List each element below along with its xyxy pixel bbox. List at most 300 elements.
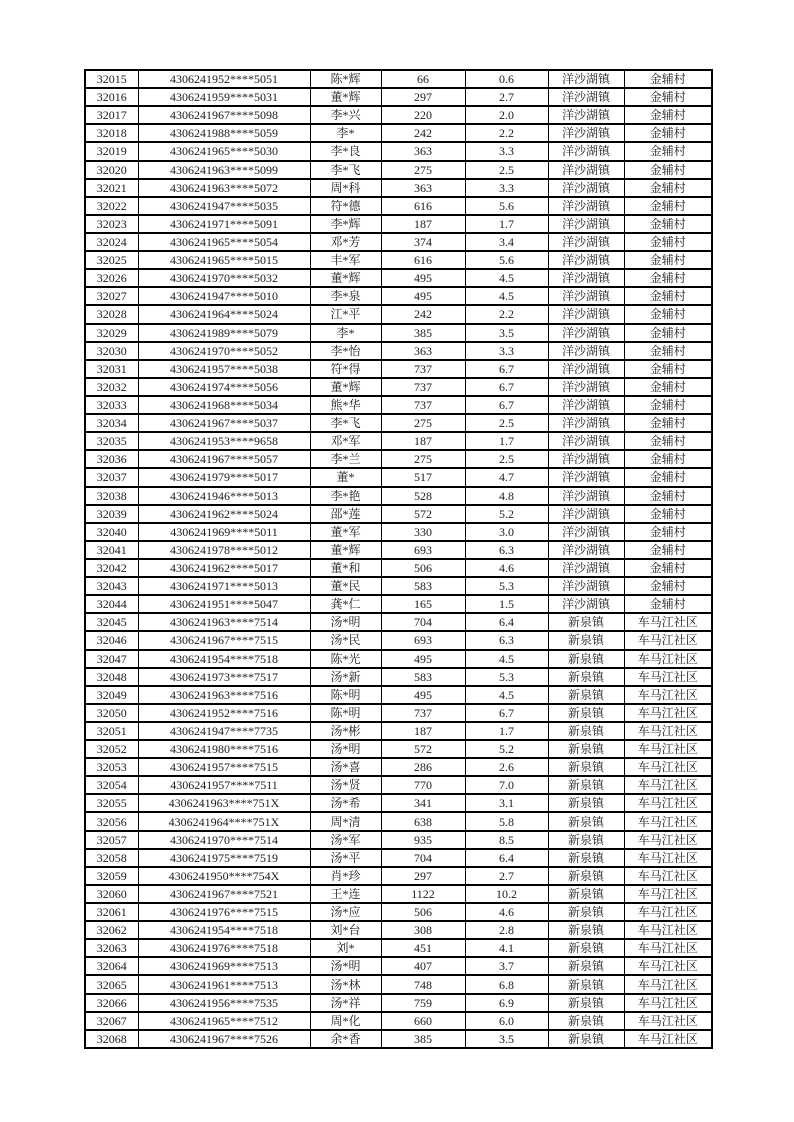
cell-amount: 0.6 [465, 70, 548, 88]
cell-index: 32043 [85, 577, 138, 595]
cell-village: 车马江社区 [624, 758, 712, 776]
cell-id_masked: 4306241962****5017 [138, 559, 310, 577]
cell-town: 洋沙湖镇 [548, 396, 624, 414]
cell-index: 32056 [85, 812, 138, 830]
cell-village: 金辅村 [624, 541, 712, 559]
table-row [85, 1030, 712, 1048]
cell-index: 32031 [85, 360, 138, 378]
table-row [85, 903, 712, 921]
cell-name: 符*德 [310, 197, 381, 215]
cell-town: 洋沙湖镇 [548, 179, 624, 197]
cell-quantity: 616 [381, 197, 465, 215]
cell-quantity: 385 [381, 324, 465, 342]
cell-name: 邓*军 [310, 432, 381, 450]
cell-name: 陈*辉 [310, 70, 381, 88]
cell-amount: 2.2 [465, 124, 548, 142]
cell-village: 金辅村 [624, 251, 712, 269]
cell-village: 车马江社区 [624, 849, 712, 867]
table-row [85, 704, 712, 722]
cell-quantity: 220 [381, 106, 465, 124]
cell-index: 32049 [85, 686, 138, 704]
cell-amount: 1.7 [465, 722, 548, 740]
cell-id_masked: 4306241967****7515 [138, 631, 310, 649]
cell-village: 金辅村 [624, 523, 712, 541]
cell-quantity: 737 [381, 396, 465, 414]
cell-town: 洋沙湖镇 [548, 450, 624, 468]
cell-town: 新泉镇 [548, 831, 624, 849]
cell-town: 新泉镇 [548, 885, 624, 903]
cell-quantity: 506 [381, 903, 465, 921]
cell-id_masked: 4306241968****5034 [138, 396, 310, 414]
table-row [85, 88, 712, 106]
cell-name: 陈*明 [310, 686, 381, 704]
cell-amount: 7.0 [465, 776, 548, 794]
cell-village: 金辅村 [624, 432, 712, 450]
cell-quantity: 737 [381, 378, 465, 396]
cell-id_masked: 4306241969****7513 [138, 957, 310, 975]
cell-id_masked: 4306241965****7512 [138, 1012, 310, 1030]
cell-town: 洋沙湖镇 [548, 595, 624, 613]
table-row [85, 324, 712, 342]
cell-index: 32020 [85, 161, 138, 179]
cell-name: 汤*贤 [310, 776, 381, 794]
cell-village: 金辅村 [624, 305, 712, 323]
cell-village: 金辅村 [624, 487, 712, 505]
cell-name: 李*艳 [310, 487, 381, 505]
table-row [85, 487, 712, 505]
cell-id_masked: 4306241989****5079 [138, 324, 310, 342]
table-row [85, 70, 712, 88]
cell-town: 洋沙湖镇 [548, 577, 624, 595]
table-row [85, 686, 712, 704]
table-row [85, 831, 712, 849]
cell-quantity: 363 [381, 142, 465, 160]
table-row [85, 378, 712, 396]
cell-id_masked: 4306241974****5056 [138, 378, 310, 396]
cell-town: 新泉镇 [548, 957, 624, 975]
cell-id_masked: 4306241952****7516 [138, 704, 310, 722]
cell-town: 洋沙湖镇 [548, 88, 624, 106]
table-row [85, 921, 712, 939]
table-row [85, 650, 712, 668]
cell-id_masked: 4306241962****5024 [138, 505, 310, 523]
cell-town: 洋沙湖镇 [548, 505, 624, 523]
table-row [85, 106, 712, 124]
records-table [84, 69, 713, 1049]
cell-index: 32027 [85, 287, 138, 305]
table-row [85, 668, 712, 686]
table-row [85, 432, 712, 450]
cell-quantity: 660 [381, 1012, 465, 1030]
cell-id_masked: 4306241950****754X [138, 867, 310, 885]
cell-id_masked: 4306241963****751X [138, 794, 310, 812]
cell-amount: 2.5 [465, 414, 548, 432]
table-row [85, 812, 712, 830]
cell-index: 32035 [85, 432, 138, 450]
cell-village: 车马江社区 [624, 704, 712, 722]
cell-id_masked: 4306241959****5031 [138, 88, 310, 106]
cell-name: 李* [310, 124, 381, 142]
cell-index: 32038 [85, 487, 138, 505]
cell-town: 洋沙湖镇 [548, 269, 624, 287]
cell-quantity: 583 [381, 577, 465, 595]
cell-id_masked: 4306241988****5059 [138, 124, 310, 142]
cell-index: 32029 [85, 324, 138, 342]
cell-village: 金辅村 [624, 142, 712, 160]
cell-town: 洋沙湖镇 [548, 106, 624, 124]
cell-name: 陈*明 [310, 704, 381, 722]
cell-id_masked: 4306241965****5054 [138, 233, 310, 251]
table-row [85, 197, 712, 215]
cell-amount: 5.3 [465, 577, 548, 595]
cell-quantity: 704 [381, 613, 465, 631]
cell-index: 32030 [85, 342, 138, 360]
cell-id_masked: 4306241970****5052 [138, 342, 310, 360]
cell-name: 周*科 [310, 179, 381, 197]
cell-town: 洋沙湖镇 [548, 487, 624, 505]
cell-town: 新泉镇 [548, 776, 624, 794]
cell-index: 32060 [85, 885, 138, 903]
cell-town: 新泉镇 [548, 722, 624, 740]
table-row [85, 142, 712, 160]
cell-quantity: 583 [381, 668, 465, 686]
cell-town: 新泉镇 [548, 613, 624, 631]
cell-village: 车马江社区 [624, 722, 712, 740]
cell-town: 新泉镇 [548, 704, 624, 722]
cell-quantity: 242 [381, 124, 465, 142]
cell-index: 32068 [85, 1030, 138, 1048]
cell-quantity: 748 [381, 975, 465, 993]
cell-index: 32028 [85, 305, 138, 323]
cell-name: 龚*仁 [310, 595, 381, 613]
cell-name: 汤*林 [310, 975, 381, 993]
cell-name: 董*辉 [310, 88, 381, 106]
cell-town: 洋沙湖镇 [548, 468, 624, 486]
cell-amount: 4.5 [465, 269, 548, 287]
table-row [85, 577, 712, 595]
cell-village: 金辅村 [624, 215, 712, 233]
cell-amount: 10.2 [465, 885, 548, 903]
cell-index: 32065 [85, 975, 138, 993]
cell-quantity: 374 [381, 233, 465, 251]
cell-amount: 3.3 [465, 342, 548, 360]
table-row [85, 251, 712, 269]
cell-amount: 4.6 [465, 903, 548, 921]
cell-id_masked: 4306241976****7518 [138, 939, 310, 957]
cell-amount: 2.8 [465, 921, 548, 939]
cell-village: 金辅村 [624, 70, 712, 88]
cell-name: 周*化 [310, 1012, 381, 1030]
cell-name: 余*香 [310, 1030, 381, 1048]
table-row [85, 776, 712, 794]
cell-amount: 4.5 [465, 686, 548, 704]
cell-id_masked: 4306241967****7521 [138, 885, 310, 903]
cell-quantity: 286 [381, 758, 465, 776]
cell-quantity: 704 [381, 849, 465, 867]
cell-quantity: 506 [381, 559, 465, 577]
cell-town: 洋沙湖镇 [548, 197, 624, 215]
cell-id_masked: 4306241947****5035 [138, 197, 310, 215]
cell-town: 洋沙湖镇 [548, 161, 624, 179]
table-row [85, 740, 712, 758]
cell-quantity: 275 [381, 161, 465, 179]
cell-id_masked: 4306241965****5030 [138, 142, 310, 160]
cell-quantity: 737 [381, 360, 465, 378]
cell-amount: 2.2 [465, 305, 548, 323]
cell-quantity: 935 [381, 831, 465, 849]
cell-index: 32050 [85, 704, 138, 722]
table-row [85, 975, 712, 993]
cell-id_masked: 4306241967****5098 [138, 106, 310, 124]
cell-town: 洋沙湖镇 [548, 233, 624, 251]
cell-quantity: 770 [381, 776, 465, 794]
cell-village: 车马江社区 [624, 613, 712, 631]
cell-id_masked: 4306241967****5057 [138, 450, 310, 468]
cell-village: 车马江社区 [624, 867, 712, 885]
cell-amount: 2.5 [465, 450, 548, 468]
cell-index: 32023 [85, 215, 138, 233]
cell-amount: 3.3 [465, 142, 548, 160]
cell-town: 新泉镇 [548, 939, 624, 957]
cell-village: 车马江社区 [624, 1030, 712, 1048]
cell-amount: 2.5 [465, 161, 548, 179]
table-row [85, 794, 712, 812]
cell-village: 金辅村 [624, 233, 712, 251]
cell-quantity: 517 [381, 468, 465, 486]
cell-town: 洋沙湖镇 [548, 324, 624, 342]
cell-quantity: 495 [381, 686, 465, 704]
cell-village: 金辅村 [624, 124, 712, 142]
cell-id_masked: 4306241947****5010 [138, 287, 310, 305]
cell-village: 金辅村 [624, 197, 712, 215]
cell-name: 邵*莲 [310, 505, 381, 523]
cell-quantity: 308 [381, 921, 465, 939]
table-row [85, 613, 712, 631]
cell-village: 金辅村 [624, 324, 712, 342]
cell-index: 32026 [85, 269, 138, 287]
cell-town: 新泉镇 [548, 921, 624, 939]
table-row [85, 396, 712, 414]
cell-quantity: 407 [381, 957, 465, 975]
table-row [85, 885, 712, 903]
cell-quantity: 737 [381, 704, 465, 722]
cell-id_masked: 4306241963****5099 [138, 161, 310, 179]
cell-index: 32040 [85, 523, 138, 541]
cell-name: 汤*明 [310, 613, 381, 631]
cell-index: 32025 [85, 251, 138, 269]
cell-name: 李*泉 [310, 287, 381, 305]
cell-town: 洋沙湖镇 [548, 70, 624, 88]
cell-quantity: 187 [381, 432, 465, 450]
cell-index: 32016 [85, 88, 138, 106]
cell-village: 金辅村 [624, 396, 712, 414]
cell-index: 32054 [85, 776, 138, 794]
cell-quantity: 363 [381, 179, 465, 197]
cell-amount: 4.7 [465, 468, 548, 486]
cell-amount: 6.7 [465, 396, 548, 414]
cell-village: 金辅村 [624, 577, 712, 595]
cell-quantity: 242 [381, 305, 465, 323]
table-row [85, 233, 712, 251]
cell-quantity: 275 [381, 414, 465, 432]
cell-id_masked: 4306241978****5012 [138, 541, 310, 559]
cell-index: 32059 [85, 867, 138, 885]
cell-name: 江*平 [310, 305, 381, 323]
cell-id_masked: 4306241961****7513 [138, 975, 310, 993]
cell-village: 金辅村 [624, 287, 712, 305]
cell-village: 金辅村 [624, 505, 712, 523]
cell-quantity: 495 [381, 269, 465, 287]
cell-name: 李*飞 [310, 161, 381, 179]
cell-id_masked: 4306241947****7735 [138, 722, 310, 740]
cell-town: 新泉镇 [548, 994, 624, 1012]
cell-amount: 5.8 [465, 812, 548, 830]
cell-amount: 5.6 [465, 197, 548, 215]
cell-village: 车马江社区 [624, 650, 712, 668]
cell-town: 洋沙湖镇 [548, 559, 624, 577]
cell-village: 金辅村 [624, 414, 712, 432]
cell-name: 李*辉 [310, 215, 381, 233]
cell-village: 金辅村 [624, 106, 712, 124]
cell-name: 汤*明 [310, 957, 381, 975]
cell-village: 车马江社区 [624, 975, 712, 993]
cell-index: 32041 [85, 541, 138, 559]
cell-village: 金辅村 [624, 269, 712, 287]
cell-amount: 6.7 [465, 360, 548, 378]
cell-index: 32055 [85, 794, 138, 812]
cell-quantity: 759 [381, 994, 465, 1012]
cell-amount: 3.7 [465, 957, 548, 975]
cell-id_masked: 4306241957****7511 [138, 776, 310, 794]
table-row [85, 468, 712, 486]
cell-amount: 4.5 [465, 650, 548, 668]
cell-town: 洋沙湖镇 [548, 142, 624, 160]
table-row [85, 523, 712, 541]
cell-quantity: 187 [381, 215, 465, 233]
table-row [85, 179, 712, 197]
cell-amount: 3.5 [465, 324, 548, 342]
cell-town: 新泉镇 [548, 867, 624, 885]
cell-quantity: 363 [381, 342, 465, 360]
cell-amount: 6.7 [465, 378, 548, 396]
cell-index: 32015 [85, 70, 138, 88]
cell-village: 车马江社区 [624, 939, 712, 957]
cell-town: 新泉镇 [548, 650, 624, 668]
cell-name: 王*连 [310, 885, 381, 903]
cell-name: 汤*民 [310, 631, 381, 649]
cell-id_masked: 4306241957****5038 [138, 360, 310, 378]
cell-amount: 5.3 [465, 668, 548, 686]
cell-quantity: 572 [381, 505, 465, 523]
cell-town: 新泉镇 [548, 903, 624, 921]
cell-village: 车马江社区 [624, 686, 712, 704]
cell-index: 32064 [85, 957, 138, 975]
cell-name: 汤*应 [310, 903, 381, 921]
cell-amount: 1.7 [465, 215, 548, 233]
cell-name: 董* [310, 468, 381, 486]
cell-name: 汤*祥 [310, 994, 381, 1012]
cell-id_masked: 4306241963****5072 [138, 179, 310, 197]
cell-name: 汤*希 [310, 794, 381, 812]
cell-quantity: 165 [381, 595, 465, 613]
cell-amount: 8.5 [465, 831, 548, 849]
cell-index: 32018 [85, 124, 138, 142]
cell-quantity: 693 [381, 631, 465, 649]
cell-quantity: 451 [381, 939, 465, 957]
cell-id_masked: 4306241971****5013 [138, 577, 310, 595]
cell-amount: 4.8 [465, 487, 548, 505]
cell-index: 32022 [85, 197, 138, 215]
cell-name: 董*和 [310, 559, 381, 577]
cell-id_masked: 4306241957****7515 [138, 758, 310, 776]
cell-name: 肖*珍 [310, 867, 381, 885]
cell-amount: 1.7 [465, 432, 548, 450]
cell-village: 车马江社区 [624, 885, 712, 903]
cell-quantity: 638 [381, 812, 465, 830]
table-row [85, 269, 712, 287]
cell-village: 车马江社区 [624, 812, 712, 830]
cell-town: 洋沙湖镇 [548, 251, 624, 269]
cell-town: 新泉镇 [548, 668, 624, 686]
cell-id_masked: 4306241965****5015 [138, 251, 310, 269]
cell-village: 车马江社区 [624, 1012, 712, 1030]
cell-amount: 5.2 [465, 505, 548, 523]
table-row [85, 994, 712, 1012]
cell-index: 32037 [85, 468, 138, 486]
cell-town: 新泉镇 [548, 794, 624, 812]
cell-id_masked: 4306241970****5032 [138, 269, 310, 287]
cell-id_masked: 4306241963****7514 [138, 613, 310, 631]
cell-name: 董*辉 [310, 269, 381, 287]
cell-quantity: 616 [381, 251, 465, 269]
table-row [85, 161, 712, 179]
cell-amount: 5.2 [465, 740, 548, 758]
cell-index: 32045 [85, 613, 138, 631]
cell-town: 新泉镇 [548, 849, 624, 867]
cell-name: 李*飞 [310, 414, 381, 432]
cell-id_masked: 4306241954****7518 [138, 921, 310, 939]
cell-index: 32063 [85, 939, 138, 957]
cell-id_masked: 4306241980****7516 [138, 740, 310, 758]
cell-quantity: 1122 [381, 885, 465, 903]
cell-name: 汤*彬 [310, 722, 381, 740]
cell-village: 金辅村 [624, 161, 712, 179]
cell-village: 金辅村 [624, 450, 712, 468]
cell-town: 洋沙湖镇 [548, 287, 624, 305]
cell-name: 熊*华 [310, 396, 381, 414]
table-row [85, 595, 712, 613]
cell-index: 32052 [85, 740, 138, 758]
cell-town: 洋沙湖镇 [548, 414, 624, 432]
cell-village: 车马江社区 [624, 921, 712, 939]
cell-town: 新泉镇 [548, 686, 624, 704]
cell-amount: 5.6 [465, 251, 548, 269]
cell-town: 洋沙湖镇 [548, 342, 624, 360]
cell-id_masked: 4306241979****5017 [138, 468, 310, 486]
cell-id_masked: 4306241953****9658 [138, 432, 310, 450]
cell-id_masked: 4306241964****5024 [138, 305, 310, 323]
cell-id_masked: 4306241973****7517 [138, 668, 310, 686]
cell-quantity: 385 [381, 1030, 465, 1048]
cell-town: 新泉镇 [548, 631, 624, 649]
cell-name: 汤*新 [310, 668, 381, 686]
cell-index: 32032 [85, 378, 138, 396]
table-row [85, 849, 712, 867]
cell-index: 32033 [85, 396, 138, 414]
cell-id_masked: 4306241963****7516 [138, 686, 310, 704]
cell-quantity: 341 [381, 794, 465, 812]
cell-name: 丰*军 [310, 251, 381, 269]
